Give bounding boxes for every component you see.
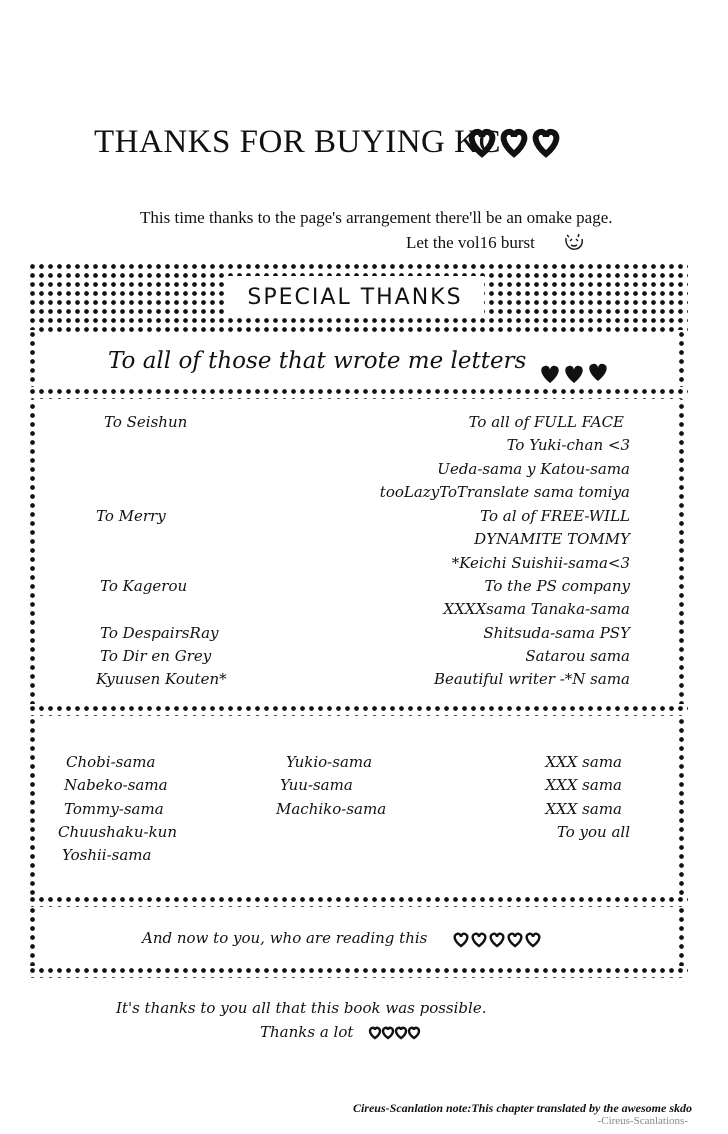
clover-divider (28, 895, 688, 907)
letter-name: DYNAMITE TOMMY (474, 530, 630, 548)
hearts-reader-icon (452, 931, 544, 949)
watermark: -Cireus-Scanlations- (597, 1115, 688, 1127)
name-item: Tommy-sama (64, 800, 164, 818)
letter-name: To all of FULL FACE (468, 413, 624, 431)
letters-heading: To all of those that wrote me letters (108, 348, 527, 374)
letter-name: tooLazyToTranslate sama tomiya (379, 483, 630, 501)
name-item: Yukio-sama (286, 753, 373, 771)
name-item: XXX sama (545, 776, 622, 794)
name-item: Yoshii-sama (62, 846, 152, 864)
letter-name: To al of FREE-WILL (480, 507, 630, 525)
letter-name: XXXXsama Tanaka-sama (443, 600, 630, 618)
letter-name: *Keichi Suishii-sama<3 (451, 554, 630, 572)
smiley-icon (563, 232, 585, 252)
letter-name: To Seishun (104, 413, 188, 431)
hearts-heading-icon (538, 362, 610, 386)
hearts-closing-icon (368, 1026, 422, 1040)
name-item: XXX sama (545, 753, 622, 771)
hearts-title-icon (467, 126, 563, 160)
name-item: XXX sama (545, 800, 622, 818)
name-item: Nabeko-sama (64, 776, 168, 794)
special-thanks-label: SPECIAL THANKS (226, 276, 484, 318)
letter-name: To Kagerou (100, 577, 188, 595)
name-item: Machiko-sama (276, 800, 387, 818)
letter-name: To Yuki-chan <3 (506, 436, 630, 454)
intro-line-2: Let the vol16 burst (406, 233, 535, 252)
letter-name: Ueda-sama y Katou-sama (437, 460, 630, 478)
name-item: To you all (556, 823, 630, 841)
closing-line-2: Thanks a lot (260, 1023, 354, 1041)
clover-border-right (677, 330, 687, 980)
letter-name: Beautiful writer -*N sama (433, 670, 630, 688)
scanlation-note: Cireus-Scanlation note:This chapter translated by the awesome skdo (352, 1101, 692, 1115)
name-item: Yuu-sama (280, 776, 353, 794)
page-title: THANKS FOR BUYING KC (94, 124, 501, 160)
clover-border-left (28, 330, 38, 980)
closing-line-1: It's thanks to you all that this book was possible. (116, 999, 487, 1017)
letter-name: Shitsuda-sama PSY (483, 624, 630, 642)
name-item: Chobi-sama (66, 753, 156, 771)
clover-divider (28, 704, 688, 716)
letter-name: Kyuusen Kouten* (96, 670, 227, 688)
clover-border-bottom (28, 966, 688, 978)
reader-line: And now to you, who are reading this (142, 929, 428, 947)
intro-line-1: This time thanks to the page's arrangement there'll be an omake page. (140, 208, 613, 227)
letter-name: To DespairsRay (100, 624, 219, 642)
letter-name: Satarou sama (525, 647, 630, 665)
name-item: Chuushaku-kun (58, 823, 177, 841)
letter-name: To the PS company (484, 577, 630, 595)
letter-name: To Dir en Grey (100, 647, 212, 665)
letter-name: To Merry (96, 507, 166, 525)
clover-divider (28, 387, 688, 399)
